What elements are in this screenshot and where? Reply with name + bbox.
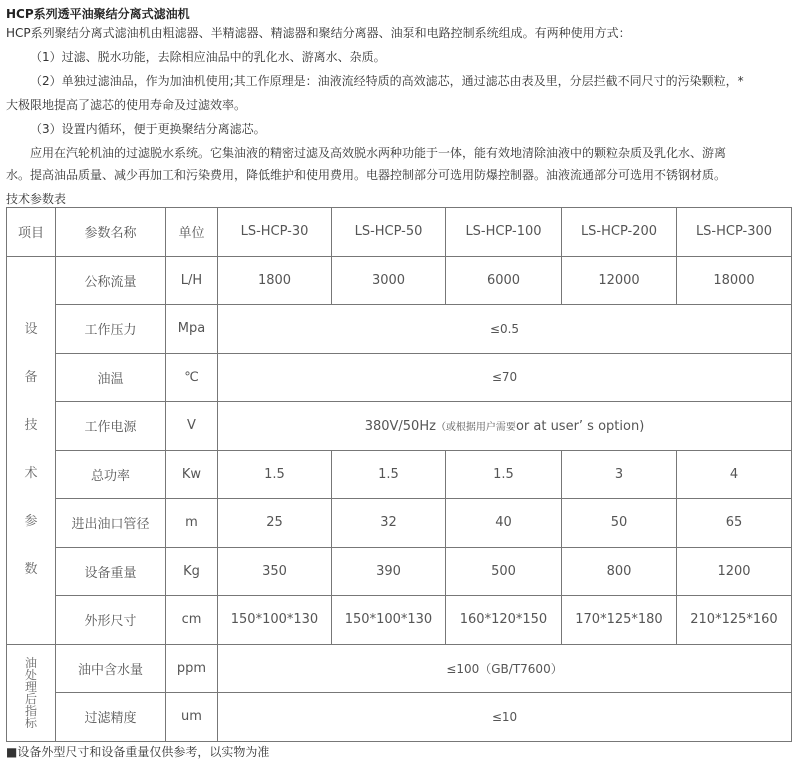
cell-value: ≤0.5 bbox=[218, 305, 792, 354]
header-cell: LS-HCP-30 bbox=[218, 208, 332, 257]
table-row bbox=[7, 305, 792, 354]
param-unit: L/H bbox=[166, 256, 218, 305]
param-name: 油中含水量 bbox=[56, 644, 166, 693]
cell-value: 6000 bbox=[446, 256, 562, 305]
group-equipment-params bbox=[7, 256, 56, 644]
cell-value: 160*120*150 bbox=[446, 596, 562, 645]
header-cell: LS-HCP-200 bbox=[562, 208, 677, 257]
cell-value: 50 bbox=[562, 499, 677, 548]
group-char: 参 bbox=[24, 514, 38, 529]
page-title: HCP系列透平油聚结分离式滤油机 bbox=[6, 7, 190, 21]
cell-value: ≤10 bbox=[218, 693, 792, 742]
param-name: 外形尺寸 bbox=[56, 596, 166, 645]
power-source-main: 380V/50Hz bbox=[364, 418, 436, 434]
header-cell: LS-HCP-50 bbox=[332, 208, 446, 257]
cell-value: 150*100*130 bbox=[332, 596, 446, 645]
table-row bbox=[7, 693, 792, 742]
param-unit: Kg bbox=[166, 547, 218, 596]
group-char: 技 bbox=[24, 418, 38, 433]
cell-value: 170*125*180 bbox=[562, 596, 677, 645]
application-paragraph-cont: 水。提高油品质量、减少再加工和污染费用，降低维护和使用费用。电器控制部分可选用防爆控制器。油液流通部分可选用不锈钢材质。 bbox=[6, 168, 727, 182]
cell-value: 40 bbox=[446, 499, 562, 548]
header-cell: 项目 bbox=[7, 208, 56, 257]
power-source-note: （或根据用户需要 bbox=[435, 421, 516, 433]
power-source-tail: or at user’ s option) bbox=[515, 418, 645, 434]
cell-value: 500 bbox=[446, 547, 562, 596]
param-name: 工作电源 bbox=[56, 402, 166, 451]
param-unit: m bbox=[166, 499, 218, 548]
table-row bbox=[7, 402, 792, 451]
application-paragraph: 应用在汽轮机油的过滤脱水系统。它集油液的精密过滤及高效脱水两种功能于一体，能有效地清除油液中的颗粒杂质及乳化水、游离 bbox=[30, 146, 727, 160]
intro-paragraph: HCP系列聚结分离式滤油机由粗滤器、半精滤器、精滤器和聚结分离器、油泵和电路控制系统组成。有两种使用方式： bbox=[6, 26, 631, 40]
cell-value bbox=[218, 402, 792, 451]
group-char: 术 bbox=[24, 466, 38, 481]
header-cell: LS-HCP-100 bbox=[446, 208, 562, 257]
group-char: 数 bbox=[24, 562, 38, 577]
table-row bbox=[7, 644, 792, 693]
group-char: 指 bbox=[24, 703, 37, 718]
group-char: 理 bbox=[24, 679, 37, 694]
param-name: 油温 bbox=[56, 353, 166, 402]
cell-value: 65 bbox=[677, 499, 792, 548]
spec-table bbox=[6, 207, 792, 742]
param-name: 过滤精度 bbox=[56, 693, 166, 742]
table-row bbox=[7, 353, 792, 402]
table-row bbox=[7, 596, 792, 645]
table-row bbox=[7, 499, 792, 548]
group-char: 标 bbox=[24, 715, 37, 730]
cell-value: 1.5 bbox=[332, 450, 446, 499]
param-name: 总功率 bbox=[56, 450, 166, 499]
param-unit: Kw bbox=[166, 450, 218, 499]
param-unit: V bbox=[166, 402, 218, 451]
param-unit: ppm bbox=[166, 644, 218, 693]
usage-item-1: （1）过滤、脱水功能，去除相应油品中的乳化水、游离水、杂质。 bbox=[30, 50, 386, 64]
usage-item-2: （2）单独过滤油品，作为加油机使用;其工作原理是：油液流经特质的高效滤芯，通过滤芯由表及里，分层拦截不同尺寸的污染颗粒，* bbox=[30, 74, 744, 88]
group-char: 设 bbox=[24, 322, 38, 337]
table-row bbox=[7, 547, 792, 596]
footnote: ■设备外型尺寸和设备重量仅供参考，以实物为准 bbox=[6, 745, 270, 759]
cell-value: 350 bbox=[218, 547, 332, 596]
cell-value: 800 bbox=[562, 547, 677, 596]
cell-value: 390 bbox=[332, 547, 446, 596]
table-row bbox=[7, 256, 792, 305]
cell-value: 1200 bbox=[677, 547, 792, 596]
group-char: 备 bbox=[24, 370, 38, 385]
cell-value: 1800 bbox=[218, 256, 332, 305]
cell-value: 1.5 bbox=[446, 450, 562, 499]
param-name: 公称流量 bbox=[56, 256, 166, 305]
group-char: 后 bbox=[24, 691, 37, 706]
header-cell: 单位 bbox=[166, 208, 218, 257]
param-unit: um bbox=[166, 693, 218, 742]
param-name: 设备重量 bbox=[56, 547, 166, 596]
group-oil-indicators bbox=[7, 644, 56, 741]
table-caption: 技术参数表 bbox=[6, 192, 67, 206]
table-row bbox=[7, 450, 792, 499]
header-cell: 参数名称 bbox=[56, 208, 166, 257]
header-cell: LS-HCP-300 bbox=[677, 208, 792, 257]
cell-value: ≤70 bbox=[218, 353, 792, 402]
cell-value: 3000 bbox=[332, 256, 446, 305]
group-char: 油 bbox=[24, 655, 37, 670]
usage-item-3: （3）设置内循环，便于更换聚结分离滤芯。 bbox=[30, 122, 266, 136]
cell-value: 1.5 bbox=[218, 450, 332, 499]
cell-value: 18000 bbox=[677, 256, 792, 305]
param-unit: Mpa bbox=[166, 305, 218, 354]
usage-item-2-cont: 大极限地提高了滤芯的使用寿命及过滤效率。 bbox=[6, 98, 247, 112]
group-char: 处 bbox=[24, 667, 37, 682]
cell-value: 210*125*160 bbox=[677, 596, 792, 645]
param-unit: ℃ bbox=[166, 353, 218, 402]
cell-value: 25 bbox=[218, 499, 332, 548]
param-unit: cm bbox=[166, 596, 218, 645]
cell-value: ≤100（GB/T7600） bbox=[218, 644, 792, 693]
cell-value: 12000 bbox=[562, 256, 677, 305]
cell-value: 4 bbox=[677, 450, 792, 499]
table-header-row bbox=[7, 208, 792, 257]
param-name: 工作压力 bbox=[56, 305, 166, 354]
cell-value: 32 bbox=[332, 499, 446, 548]
param-name: 进出油口管径 bbox=[56, 499, 166, 548]
cell-value: 150*100*130 bbox=[218, 596, 332, 645]
cell-value: 3 bbox=[562, 450, 677, 499]
